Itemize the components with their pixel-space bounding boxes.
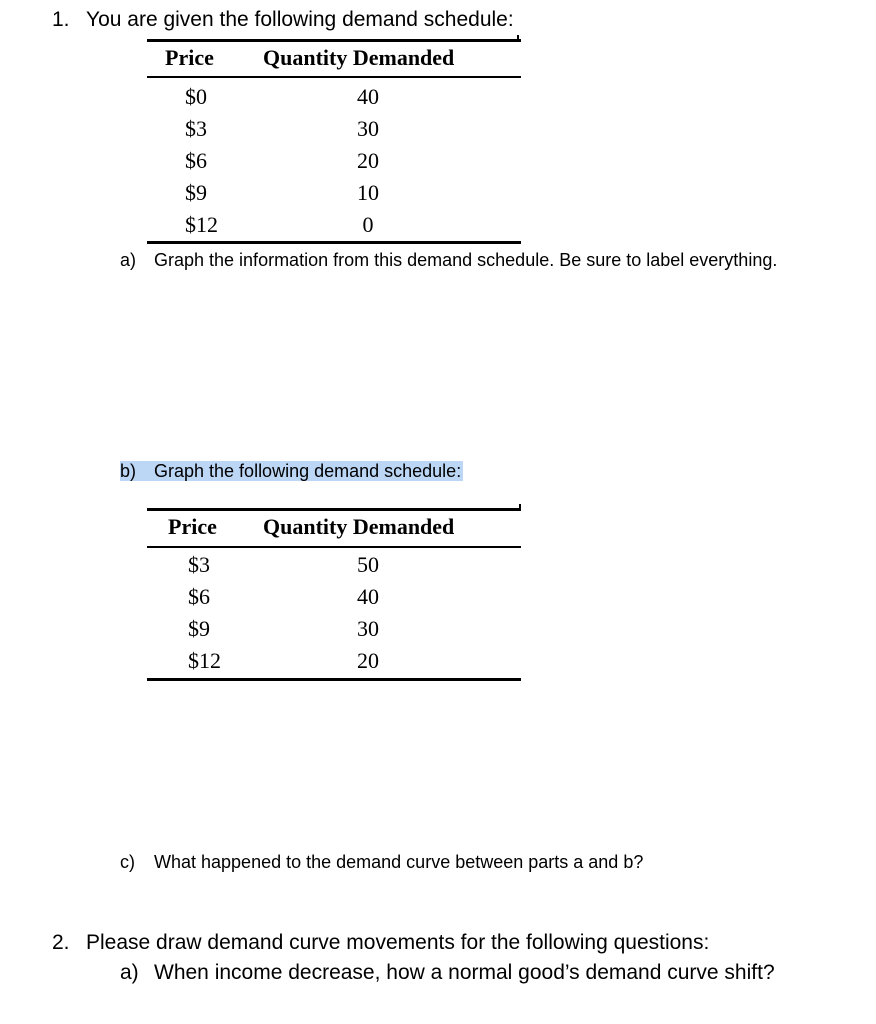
part-b-label: b) bbox=[120, 461, 137, 481]
table-a-quantity-cell: 0 bbox=[362, 212, 374, 237]
question-2-part-a bbox=[120, 961, 775, 985]
table-b-header-price: Price bbox=[168, 514, 217, 539]
table-a-header-price: Price bbox=[165, 45, 214, 70]
table-b-quantity-cell: 40 bbox=[357, 584, 379, 609]
question-1-number: 1. bbox=[52, 8, 70, 31]
question-2-part-a-label: a) bbox=[120, 961, 139, 984]
table-b-quantity-cell: 50 bbox=[357, 552, 379, 577]
table-a-price-cell: $9 bbox=[185, 180, 207, 205]
question-1-title bbox=[52, 8, 514, 32]
part-b-instruction bbox=[120, 461, 463, 482]
table-a-corner-tick bbox=[517, 35, 519, 39]
table-b-top-rule bbox=[147, 508, 521, 511]
table-a-header-quantity: Quantity Demanded bbox=[263, 45, 455, 70]
table-a-quantity-cell: 20 bbox=[357, 148, 379, 173]
question-2-prompt: Please draw demand curve movements for the following questions: bbox=[86, 931, 710, 954]
table-b-header-quantity: Quantity Demanded bbox=[263, 514, 455, 539]
table-b-price-cell: $9 bbox=[188, 616, 210, 641]
table-a-price-cell: $12 bbox=[185, 212, 218, 237]
part-b-text: Graph the following demand schedule: bbox=[154, 461, 462, 481]
table-b-corner-tick bbox=[519, 504, 521, 508]
part-c-instruction bbox=[120, 852, 643, 873]
table-a-quantity-cell: 10 bbox=[357, 180, 379, 205]
table-b-price-cell: $3 bbox=[188, 552, 210, 577]
part-b-highlight bbox=[120, 461, 463, 481]
table-b-quantity-cell: 30 bbox=[357, 616, 379, 641]
table-a-price-cell: $3 bbox=[185, 116, 207, 141]
table-b-quantity-cell: 20 bbox=[357, 648, 379, 673]
question-2-number: 2. bbox=[52, 931, 70, 954]
part-c-text: What happened to the demand curve between parts a and b? bbox=[154, 852, 644, 872]
part-c-label: c) bbox=[120, 852, 135, 872]
question-1-prompt: You are given the following demand schedule: bbox=[86, 8, 514, 31]
table-a-top-rule bbox=[147, 39, 521, 42]
table-a-price-cell: $6 bbox=[185, 148, 207, 173]
table-b-header-rule bbox=[147, 546, 521, 548]
question-2-part-a-text: When income decrease, how a normal good’s demand curve shift? bbox=[154, 961, 775, 984]
table-a-quantity-cell: 30 bbox=[357, 116, 379, 141]
table-b-price-cell: $12 bbox=[188, 648, 221, 673]
table-a-quantity-cell: 40 bbox=[357, 84, 379, 109]
part-a-label: a) bbox=[120, 250, 137, 270]
question-2-title bbox=[52, 931, 709, 955]
table-b-bottom-rule bbox=[147, 678, 521, 681]
part-a-text: Graph the information from this demand schedule. Be sure to label everything. bbox=[154, 250, 778, 270]
table-a-header-rule bbox=[147, 76, 521, 78]
table-b-price-cell: $6 bbox=[188, 584, 210, 609]
part-a-instruction bbox=[120, 250, 777, 271]
table-a-bottom-rule bbox=[147, 241, 521, 244]
table-a-price-cell: $0 bbox=[185, 84, 207, 109]
